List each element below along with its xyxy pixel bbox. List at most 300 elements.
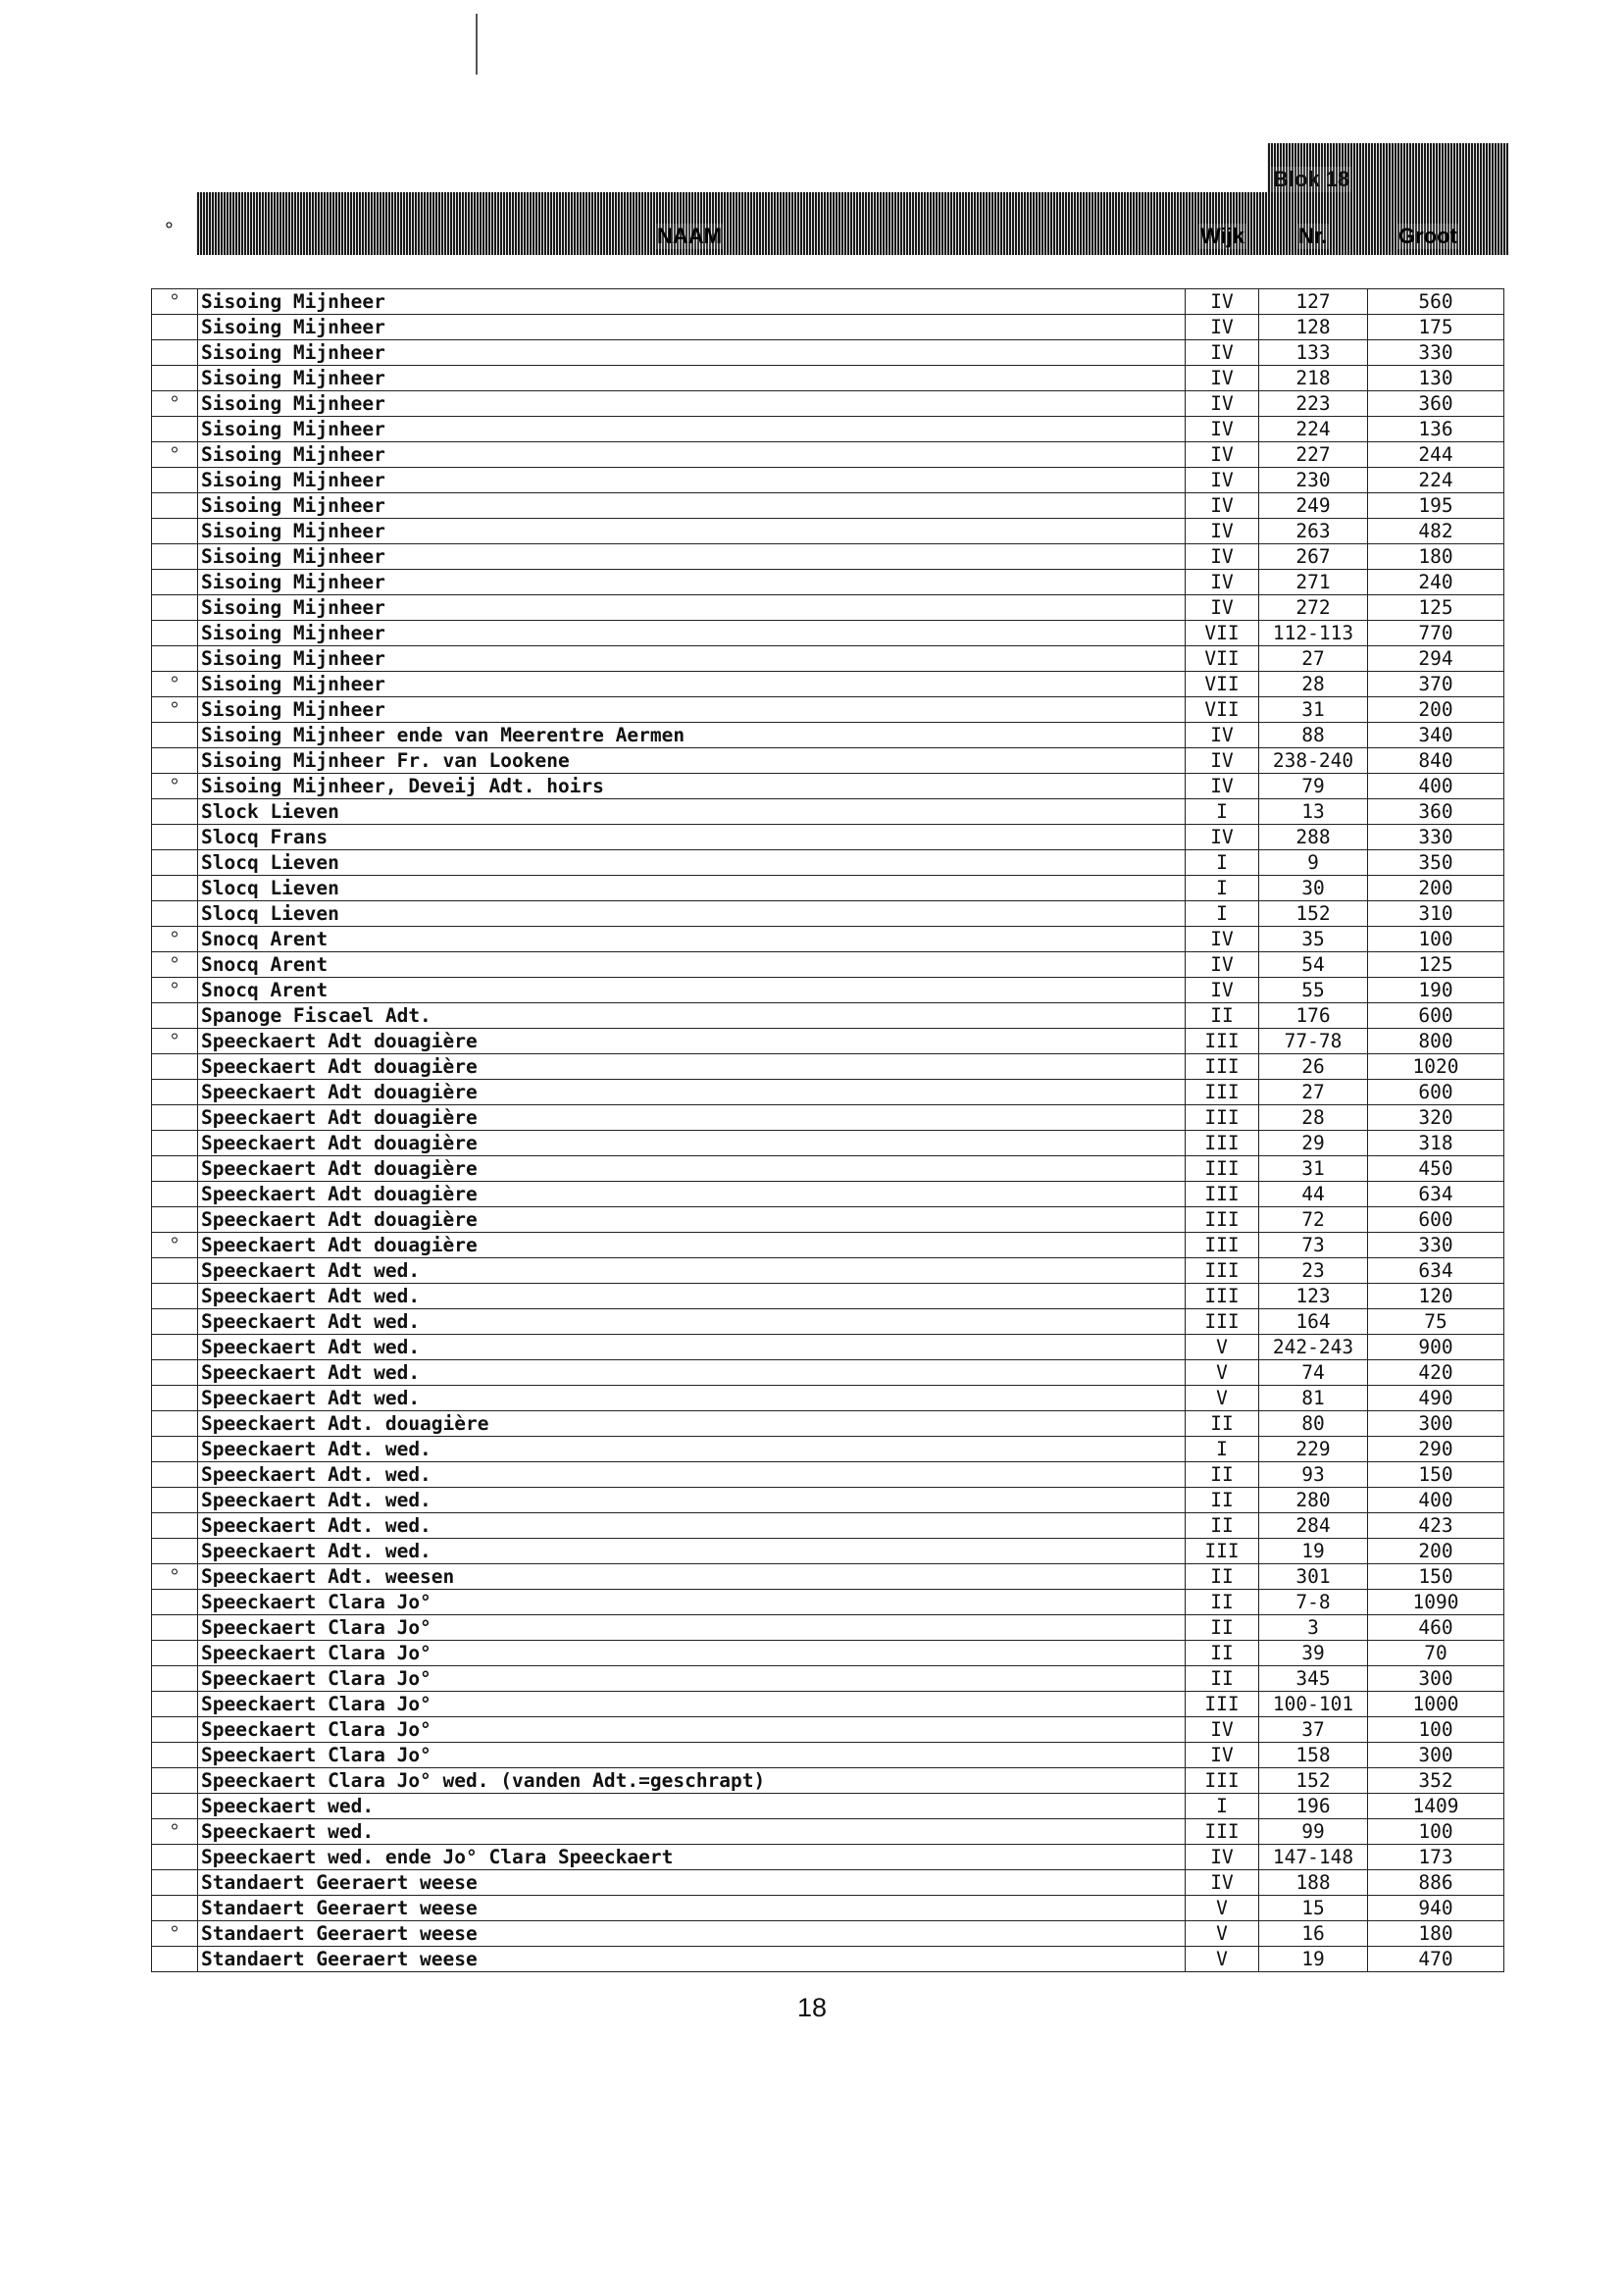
table-row: [152, 1947, 1504, 1972]
scan-line-mark: [476, 14, 478, 75]
row-nr-cell: 128: [1259, 315, 1368, 340]
row-nr-cell: 27: [1259, 1080, 1368, 1105]
row-name-cell: Sisoing Mijnheer: [198, 672, 1186, 697]
row-groot-cell: 200: [1368, 876, 1504, 901]
row-mark-cell: [152, 1054, 198, 1080]
row-name-cell: Speeckaert Adt douagière: [198, 1105, 1186, 1131]
row-nr-cell: 74: [1259, 1360, 1368, 1386]
row-mark-cell: [152, 1360, 198, 1386]
row-name-cell: Standaert Geeraert weese: [198, 1921, 1186, 1947]
row-mark-cell: [152, 1947, 198, 1972]
table-row: [152, 1870, 1504, 1896]
row-groot-cell: 340: [1368, 723, 1504, 748]
row-groot-cell: 634: [1368, 1258, 1504, 1284]
row-wijk-cell: II: [1186, 1666, 1259, 1692]
row-groot-cell: 150: [1368, 1462, 1504, 1488]
table-row: [152, 493, 1504, 519]
table-row: [152, 799, 1504, 825]
row-name-cell: Sisoing Mijnheer: [198, 570, 1186, 595]
row-mark-cell: °: [152, 442, 198, 468]
row-wijk-cell: IV: [1186, 340, 1259, 366]
row-name-cell: Speeckaert Adt. douagière: [198, 1411, 1186, 1437]
row-name-cell: Speeckaert Adt wed.: [198, 1309, 1186, 1335]
table-row: [152, 748, 1504, 774]
row-name-cell: Snocq Arent: [198, 927, 1186, 952]
row-nr-cell: 13: [1259, 799, 1368, 825]
row-nr-cell: 44: [1259, 1182, 1368, 1207]
row-nr-cell: 35: [1259, 927, 1368, 952]
row-nr-cell: 27: [1259, 646, 1368, 672]
row-groot-cell: 770: [1368, 621, 1504, 646]
table-row: [152, 1641, 1504, 1666]
row-groot-cell: 330: [1368, 340, 1504, 366]
row-groot-cell: 300: [1368, 1666, 1504, 1692]
row-wijk-cell: II: [1186, 1641, 1259, 1666]
table-row: [152, 468, 1504, 493]
table-row: [152, 1054, 1504, 1080]
row-nr-cell: 88: [1259, 723, 1368, 748]
row-nr-cell: 28: [1259, 672, 1368, 697]
row-nr-cell: 26: [1259, 1054, 1368, 1080]
row-groot-cell: 1020: [1368, 1054, 1504, 1080]
table-row: [152, 1386, 1504, 1411]
row-mark-cell: [152, 723, 198, 748]
table-row: [152, 927, 1504, 952]
row-groot-cell: 482: [1368, 519, 1504, 544]
row-wijk-cell: III: [1186, 1105, 1259, 1131]
row-groot-cell: 600: [1368, 1207, 1504, 1233]
row-nr-cell: 81: [1259, 1386, 1368, 1411]
row-mark-cell: [152, 1437, 198, 1462]
row-wijk-cell: III: [1186, 1029, 1259, 1054]
row-wijk-cell: V: [1186, 1921, 1259, 1947]
row-name-cell: Standaert Geeraert weese: [198, 1896, 1186, 1921]
row-groot-cell: 1409: [1368, 1794, 1504, 1819]
row-name-cell: Spanoge Fiscael Adt.: [198, 1003, 1186, 1029]
row-wijk-cell: III: [1186, 1768, 1259, 1794]
row-wijk-cell: IV: [1186, 442, 1259, 468]
row-wijk-cell: III: [1186, 1284, 1259, 1309]
row-mark-cell: °: [152, 1921, 198, 1947]
row-groot-cell: 100: [1368, 1819, 1504, 1845]
header-degree-mark: °: [165, 218, 174, 242]
row-groot-cell: 560: [1368, 289, 1504, 315]
row-nr-cell: 272: [1259, 595, 1368, 621]
row-nr-cell: 127: [1259, 289, 1368, 315]
table-row: [152, 1666, 1504, 1692]
row-wijk-cell: I: [1186, 901, 1259, 927]
row-wijk-cell: IV: [1186, 544, 1259, 570]
row-groot-cell: 294: [1368, 646, 1504, 672]
row-mark-cell: [152, 1590, 198, 1615]
row-wijk-cell: III: [1186, 1054, 1259, 1080]
row-mark-cell: °: [152, 1029, 198, 1054]
row-mark-cell: [152, 1870, 198, 1896]
row-name-cell: Speeckaert Clara Jo°: [198, 1666, 1186, 1692]
table-row: [152, 1360, 1504, 1386]
row-mark-cell: [152, 1794, 198, 1819]
row-wijk-cell: I: [1186, 1437, 1259, 1462]
table-row: [152, 1768, 1504, 1794]
table-row: [152, 544, 1504, 570]
row-wijk-cell: IV: [1186, 391, 1259, 417]
row-nr-cell: 19: [1259, 1947, 1368, 1972]
row-nr-cell: 100-101: [1259, 1692, 1368, 1717]
register-table: [151, 288, 1504, 1972]
row-wijk-cell: III: [1186, 1080, 1259, 1105]
row-wijk-cell: IV: [1186, 468, 1259, 493]
row-mark-cell: [152, 366, 198, 391]
row-nr-cell: 123: [1259, 1284, 1368, 1309]
table-row: [152, 1488, 1504, 1513]
table-row: [152, 1717, 1504, 1743]
row-mark-cell: [152, 1156, 198, 1182]
row-mark-cell: [152, 1131, 198, 1156]
row-wijk-cell: IV: [1186, 825, 1259, 850]
table-row: [152, 1539, 1504, 1564]
row-nr-cell: 345: [1259, 1666, 1368, 1692]
row-wijk-cell: II: [1186, 1003, 1259, 1029]
row-wijk-cell: IV: [1186, 1845, 1259, 1870]
row-groot-cell: 136: [1368, 417, 1504, 442]
table-row: [152, 1207, 1504, 1233]
row-wijk-cell: IV: [1186, 748, 1259, 774]
row-wijk-cell: IV: [1186, 417, 1259, 442]
row-nr-cell: 224: [1259, 417, 1368, 442]
row-wijk-cell: I: [1186, 876, 1259, 901]
row-nr-cell: 19: [1259, 1539, 1368, 1564]
row-wijk-cell: I: [1186, 850, 1259, 876]
row-nr-cell: 29: [1259, 1131, 1368, 1156]
row-wijk-cell: III: [1186, 1692, 1259, 1717]
row-name-cell: Snocq Arent: [198, 952, 1186, 978]
row-groot-cell: 350: [1368, 850, 1504, 876]
table-row: [152, 1335, 1504, 1360]
row-name-cell: Speeckaert Clara Jo° wed. (vanden Adt.=geschrapt): [198, 1768, 1186, 1794]
row-wijk-cell: IV: [1186, 927, 1259, 952]
row-wijk-cell: V: [1186, 1360, 1259, 1386]
row-groot-cell: 330: [1368, 825, 1504, 850]
row-groot-cell: 100: [1368, 1717, 1504, 1743]
row-name-cell: Speeckaert Clara Jo°: [198, 1615, 1186, 1641]
row-mark-cell: [152, 1539, 198, 1564]
row-mark-cell: [152, 1386, 198, 1411]
row-mark-cell: [152, 1309, 198, 1335]
row-groot-cell: 125: [1368, 595, 1504, 621]
row-mark-cell: [152, 1462, 198, 1488]
table-row: [152, 570, 1504, 595]
row-wijk-cell: II: [1186, 1513, 1259, 1539]
table-row: [152, 1819, 1504, 1845]
row-groot-cell: 420: [1368, 1360, 1504, 1386]
row-nr-cell: 15: [1259, 1896, 1368, 1921]
row-mark-cell: [152, 1717, 198, 1743]
row-mark-cell: [152, 1641, 198, 1666]
row-groot-cell: 70: [1368, 1641, 1504, 1666]
table-row: [152, 1462, 1504, 1488]
row-mark-cell: °: [152, 672, 198, 697]
row-name-cell: Speeckaert Adt wed.: [198, 1284, 1186, 1309]
table-row: [152, 340, 1504, 366]
row-mark-cell: [152, 1411, 198, 1437]
row-nr-cell: 9: [1259, 850, 1368, 876]
row-mark-cell: °: [152, 697, 198, 723]
row-groot-cell: 310: [1368, 901, 1504, 927]
row-name-cell: Sisoing Mijnheer: [198, 289, 1186, 315]
row-wijk-cell: V: [1186, 1896, 1259, 1921]
row-mark-cell: °: [152, 289, 198, 315]
row-nr-cell: 158: [1259, 1743, 1368, 1768]
row-groot-cell: 900: [1368, 1335, 1504, 1360]
row-nr-cell: 79: [1259, 774, 1368, 799]
page-number: 18: [796, 1993, 828, 2022]
row-groot-cell: 120: [1368, 1284, 1504, 1309]
row-name-cell: Speeckaert Adt douagière: [198, 1131, 1186, 1156]
row-groot-cell: 370: [1368, 672, 1504, 697]
table-row: [152, 901, 1504, 927]
row-wijk-cell: V: [1186, 1335, 1259, 1360]
row-nr-cell: 30: [1259, 876, 1368, 901]
row-groot-cell: 600: [1368, 1080, 1504, 1105]
row-wijk-cell: IV: [1186, 493, 1259, 519]
row-name-cell: Sisoing Mijnheer: [198, 315, 1186, 340]
row-mark-cell: [152, 1080, 198, 1105]
row-name-cell: Speeckaert Clara Jo°: [198, 1692, 1186, 1717]
row-mark-cell: [152, 1666, 198, 1692]
row-groot-cell: 840: [1368, 748, 1504, 774]
table-row: [152, 1692, 1504, 1717]
row-nr-cell: 31: [1259, 697, 1368, 723]
table-row: [152, 1131, 1504, 1156]
row-nr-cell: 271: [1259, 570, 1368, 595]
row-name-cell: Sisoing Mijnheer: [198, 366, 1186, 391]
table-row: [152, 1564, 1504, 1590]
row-mark-cell: °: [152, 1564, 198, 1590]
table-row: [152, 315, 1504, 340]
row-name-cell: Speeckaert Adt wed.: [198, 1386, 1186, 1411]
table-row: [152, 1615, 1504, 1641]
row-mark-cell: [152, 1258, 198, 1284]
row-name-cell: Sisoing Mijnheer Fr. van Lookene: [198, 748, 1186, 774]
header-label-groot: Groot: [1398, 224, 1457, 248]
row-mark-cell: °: [152, 952, 198, 978]
row-wijk-cell: III: [1186, 1258, 1259, 1284]
row-groot-cell: 180: [1368, 544, 1504, 570]
table-row: [152, 1309, 1504, 1335]
row-name-cell: Sisoing Mijnheer: [198, 544, 1186, 570]
row-wijk-cell: IV: [1186, 952, 1259, 978]
row-groot-cell: 130: [1368, 366, 1504, 391]
row-name-cell: Speeckaert wed.: [198, 1794, 1186, 1819]
row-nr-cell: 37: [1259, 1717, 1368, 1743]
row-nr-cell: 188: [1259, 1870, 1368, 1896]
row-mark-cell: [152, 493, 198, 519]
row-wijk-cell: II: [1186, 1564, 1259, 1590]
row-groot-cell: 75: [1368, 1309, 1504, 1335]
row-name-cell: Speeckaert Adt wed.: [198, 1360, 1186, 1386]
row-groot-cell: 224: [1368, 468, 1504, 493]
table-row: [152, 723, 1504, 748]
row-wijk-cell: V: [1186, 1947, 1259, 1972]
row-groot-cell: 360: [1368, 391, 1504, 417]
row-name-cell: Speeckaert Adt. wed.: [198, 1462, 1186, 1488]
row-wijk-cell: IV: [1186, 595, 1259, 621]
row-mark-cell: [152, 1207, 198, 1233]
row-mark-cell: [152, 1768, 198, 1794]
row-name-cell: Speeckaert Adt. wed.: [198, 1488, 1186, 1513]
row-mark-cell: [152, 544, 198, 570]
row-name-cell: Sisoing Mijnheer: [198, 595, 1186, 621]
header-label-nr: Nr.: [1298, 224, 1328, 248]
row-nr-cell: 39: [1259, 1641, 1368, 1666]
row-mark-cell: °: [152, 391, 198, 417]
row-name-cell: Sisoing Mijnheer: [198, 697, 1186, 723]
table-row: [152, 876, 1504, 901]
row-wijk-cell: IV: [1186, 723, 1259, 748]
row-wijk-cell: III: [1186, 1233, 1259, 1258]
row-groot-cell: 400: [1368, 774, 1504, 799]
row-mark-cell: [152, 850, 198, 876]
row-wijk-cell: III: [1186, 1539, 1259, 1564]
row-wijk-cell: III: [1186, 1309, 1259, 1335]
row-nr-cell: 249: [1259, 493, 1368, 519]
row-wijk-cell: II: [1186, 1488, 1259, 1513]
row-name-cell: Speeckaert Adt. wed.: [198, 1437, 1186, 1462]
row-nr-cell: 284: [1259, 1513, 1368, 1539]
row-groot-cell: 330: [1368, 1233, 1504, 1258]
row-groot-cell: 320: [1368, 1105, 1504, 1131]
row-mark-cell: [152, 1513, 198, 1539]
row-mark-cell: [152, 1488, 198, 1513]
row-name-cell: Speeckaert Adt douagière: [198, 1156, 1186, 1182]
row-groot-cell: 460: [1368, 1615, 1504, 1641]
row-wijk-cell: II: [1186, 1462, 1259, 1488]
row-groot-cell: 240: [1368, 570, 1504, 595]
row-groot-cell: 300: [1368, 1743, 1504, 1768]
row-wijk-cell: IV: [1186, 1870, 1259, 1896]
row-name-cell: Standaert Geeraert weese: [198, 1870, 1186, 1896]
row-name-cell: Sisoing Mijnheer: [198, 340, 1186, 366]
table-row: [152, 672, 1504, 697]
row-name-cell: Sisoing Mijnheer: [198, 621, 1186, 646]
row-wijk-cell: VII: [1186, 697, 1259, 723]
row-mark-cell: [152, 1845, 198, 1870]
row-wijk-cell: VII: [1186, 672, 1259, 697]
row-nr-cell: 99: [1259, 1819, 1368, 1845]
row-wijk-cell: I: [1186, 799, 1259, 825]
table-row: [152, 1105, 1504, 1131]
table-row: [152, 1258, 1504, 1284]
row-name-cell: Speeckaert Clara Jo°: [198, 1743, 1186, 1768]
row-wijk-cell: III: [1186, 1207, 1259, 1233]
row-groot-cell: 100: [1368, 927, 1504, 952]
row-mark-cell: [152, 901, 198, 927]
row-name-cell: Sisoing Mijnheer: [198, 646, 1186, 672]
row-nr-cell: 72: [1259, 1207, 1368, 1233]
table-row: [152, 697, 1504, 723]
table-row: [152, 1845, 1504, 1870]
row-groot-cell: 318: [1368, 1131, 1504, 1156]
table-row: [152, 850, 1504, 876]
table-row: [152, 1233, 1504, 1258]
row-name-cell: Sisoing Mijnheer: [198, 417, 1186, 442]
row-name-cell: Speeckaert Clara Jo°: [198, 1641, 1186, 1666]
header-label-naam: NAAM: [657, 224, 722, 248]
row-mark-cell: [152, 646, 198, 672]
row-mark-cell: [152, 621, 198, 646]
row-nr-cell: 242-243: [1259, 1335, 1368, 1360]
row-groot-cell: 360: [1368, 799, 1504, 825]
row-nr-cell: 280: [1259, 1488, 1368, 1513]
row-name-cell: Sisoing Mijnheer, Deveij Adt. hoirs: [198, 774, 1186, 799]
row-mark-cell: [152, 1615, 198, 1641]
table-row: [152, 825, 1504, 850]
row-nr-cell: 263: [1259, 519, 1368, 544]
row-mark-cell: [152, 315, 198, 340]
row-mark-cell: [152, 748, 198, 774]
row-groot-cell: 423: [1368, 1513, 1504, 1539]
row-mark-cell: [152, 595, 198, 621]
row-wijk-cell: II: [1186, 1615, 1259, 1641]
row-nr-cell: 301: [1259, 1564, 1368, 1590]
row-mark-cell: [152, 799, 198, 825]
row-mark-cell: [152, 417, 198, 442]
table-row: [152, 595, 1504, 621]
table-row: [152, 1794, 1504, 1819]
row-nr-cell: 77-78: [1259, 1029, 1368, 1054]
row-groot-cell: 300: [1368, 1411, 1504, 1437]
row-name-cell: Sisoing Mijnheer: [198, 442, 1186, 468]
row-nr-cell: 227: [1259, 442, 1368, 468]
row-groot-cell: 175: [1368, 315, 1504, 340]
row-nr-cell: 28: [1259, 1105, 1368, 1131]
row-nr-cell: 112-113: [1259, 621, 1368, 646]
row-mark-cell: [152, 876, 198, 901]
row-groot-cell: 200: [1368, 1539, 1504, 1564]
row-groot-cell: 352: [1368, 1768, 1504, 1794]
row-wijk-cell: VII: [1186, 646, 1259, 672]
row-groot-cell: 400: [1368, 1488, 1504, 1513]
row-wijk-cell: IV: [1186, 570, 1259, 595]
row-mark-cell: [152, 1335, 198, 1360]
row-wijk-cell: III: [1186, 1156, 1259, 1182]
row-nr-cell: 152: [1259, 901, 1368, 927]
row-mark-cell: °: [152, 927, 198, 952]
row-groot-cell: 125: [1368, 952, 1504, 978]
row-groot-cell: 173: [1368, 1845, 1504, 1870]
table-row: [152, 1590, 1504, 1615]
row-name-cell: Sisoing Mijnheer: [198, 391, 1186, 417]
row-nr-cell: 80: [1259, 1411, 1368, 1437]
row-name-cell: Sisoing Mijnheer: [198, 468, 1186, 493]
row-wijk-cell: IV: [1186, 978, 1259, 1003]
row-mark-cell: [152, 1743, 198, 1768]
row-mark-cell: [152, 1692, 198, 1717]
row-mark-cell: [152, 1003, 198, 1029]
table-row: [152, 952, 1504, 978]
row-nr-cell: 54: [1259, 952, 1368, 978]
row-nr-cell: 133: [1259, 340, 1368, 366]
row-groot-cell: 470: [1368, 1947, 1504, 1972]
table-row: [152, 1743, 1504, 1768]
table-row: [152, 774, 1504, 799]
row-wijk-cell: I: [1186, 1794, 1259, 1819]
row-nr-cell: 93: [1259, 1462, 1368, 1488]
table-row: [152, 417, 1504, 442]
row-name-cell: Speeckaert Adt douagière: [198, 1029, 1186, 1054]
row-mark-cell: [152, 519, 198, 544]
row-mark-cell: °: [152, 978, 198, 1003]
